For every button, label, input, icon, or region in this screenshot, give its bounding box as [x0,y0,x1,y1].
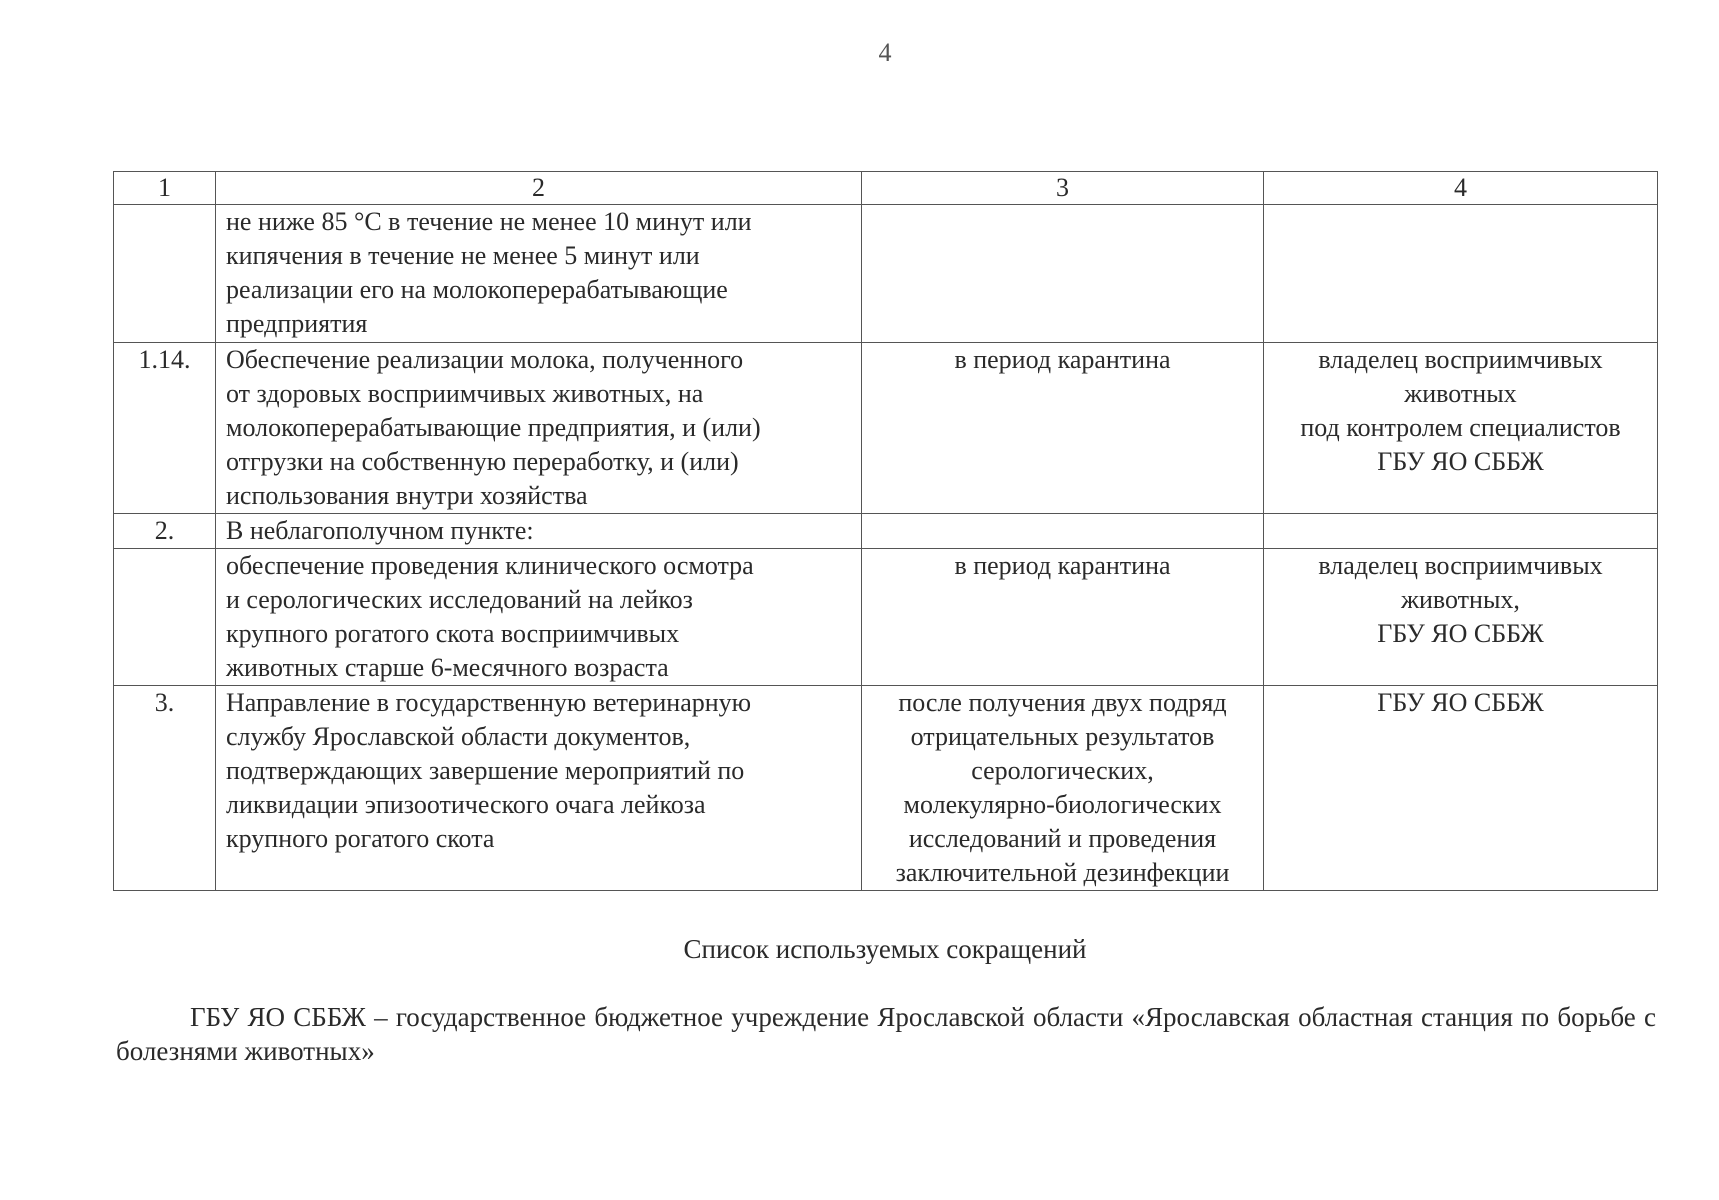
responsible-text: владелец восприимчивых животных под контролем специалистов ГБУ ЯО СББЖ [1300,345,1621,476]
abbreviations-title: Список используемых сокращений [683,934,1087,964]
row-number-cell [114,514,216,549]
responsible-text: ГБУ ЯО СББЖ [1377,688,1544,717]
responsible-cell [1264,343,1658,514]
table-row-heading [114,514,1658,549]
column-header-1: 1 [114,172,216,205]
responsible-cell [1264,514,1658,549]
measure-text: Направление в государственную ветеринарную службу Ярославской области документов, подтверждающих завершение мероприятий по ликвидации эпизоотического очага лейкоза крупного рогатого скота [226,688,752,853]
period-cell [862,686,1264,891]
abbreviations-text: ГБУ ЯО СББЖ – государственное бюджетное учреждение Ярославской области «Ярославская областная станция по борьбе с болезнями животных» [116,1002,1656,1066]
row-number: 2. [154,516,175,545]
page-number: 4 [878,38,892,67]
column-header-2: 2 [216,172,862,205]
measure-cell [216,549,862,686]
measure-heading-text: В неблагополучном пункте: [226,516,534,545]
period-text: в период карантина [954,345,1171,374]
column-header-4: 4 [1264,172,1658,205]
responsible-cell [1264,205,1658,343]
row-number-cell [114,205,216,343]
measure-cell [216,205,862,343]
responsible-cell [1264,549,1658,686]
row-number-cell [114,343,216,514]
column-header-3: 3 [862,172,1264,205]
row-number-cell [114,549,216,686]
table-header-row [114,172,1658,205]
measure-cell [216,343,862,514]
measures-table [113,171,1658,891]
table-row-continuation [114,205,1658,343]
period-cell [862,549,1264,686]
row-number-cell [114,686,216,891]
period-cell [862,514,1264,549]
table-row [114,343,1658,514]
table-row [114,686,1658,891]
responsible-text: владелец восприимчивых животных, ГБУ ЯО СББЖ [1318,551,1603,648]
row-number: 1.14. [138,345,191,374]
measure-heading-cell [216,514,862,549]
period-text: в период карантина [954,551,1171,580]
measure-text: Обеспечение реализации молока, полученного от здоровых восприимчивых животных, на молокоперерабатывающие предприятия, и (или) отгрузки на собственную переработку, и (или) использования внутри хозяйства [226,345,761,510]
table-row [114,549,1658,686]
period-cell [862,205,1264,343]
period-text: после получения двух подряд отрицательных результатов серологических, молекулярно-биологических исследований и проведения заключительной дезинфекции [895,688,1230,887]
measure-text: не ниже 85 °С в течение не менее 10 минут или кипячения в течение не менее 5 минут или реализации его на молокоперерабатывающие предприятия [226,207,752,338]
row-number: 3. [154,688,175,717]
measure-cell [216,686,862,891]
measure-text: обеспечение проведения клинического осмотра и серологических исследований на лейкоз крупного рогатого скота восприимчивых животных старше 6-месячного возраста [226,551,754,682]
period-cell [862,343,1264,514]
responsible-cell [1264,686,1658,891]
